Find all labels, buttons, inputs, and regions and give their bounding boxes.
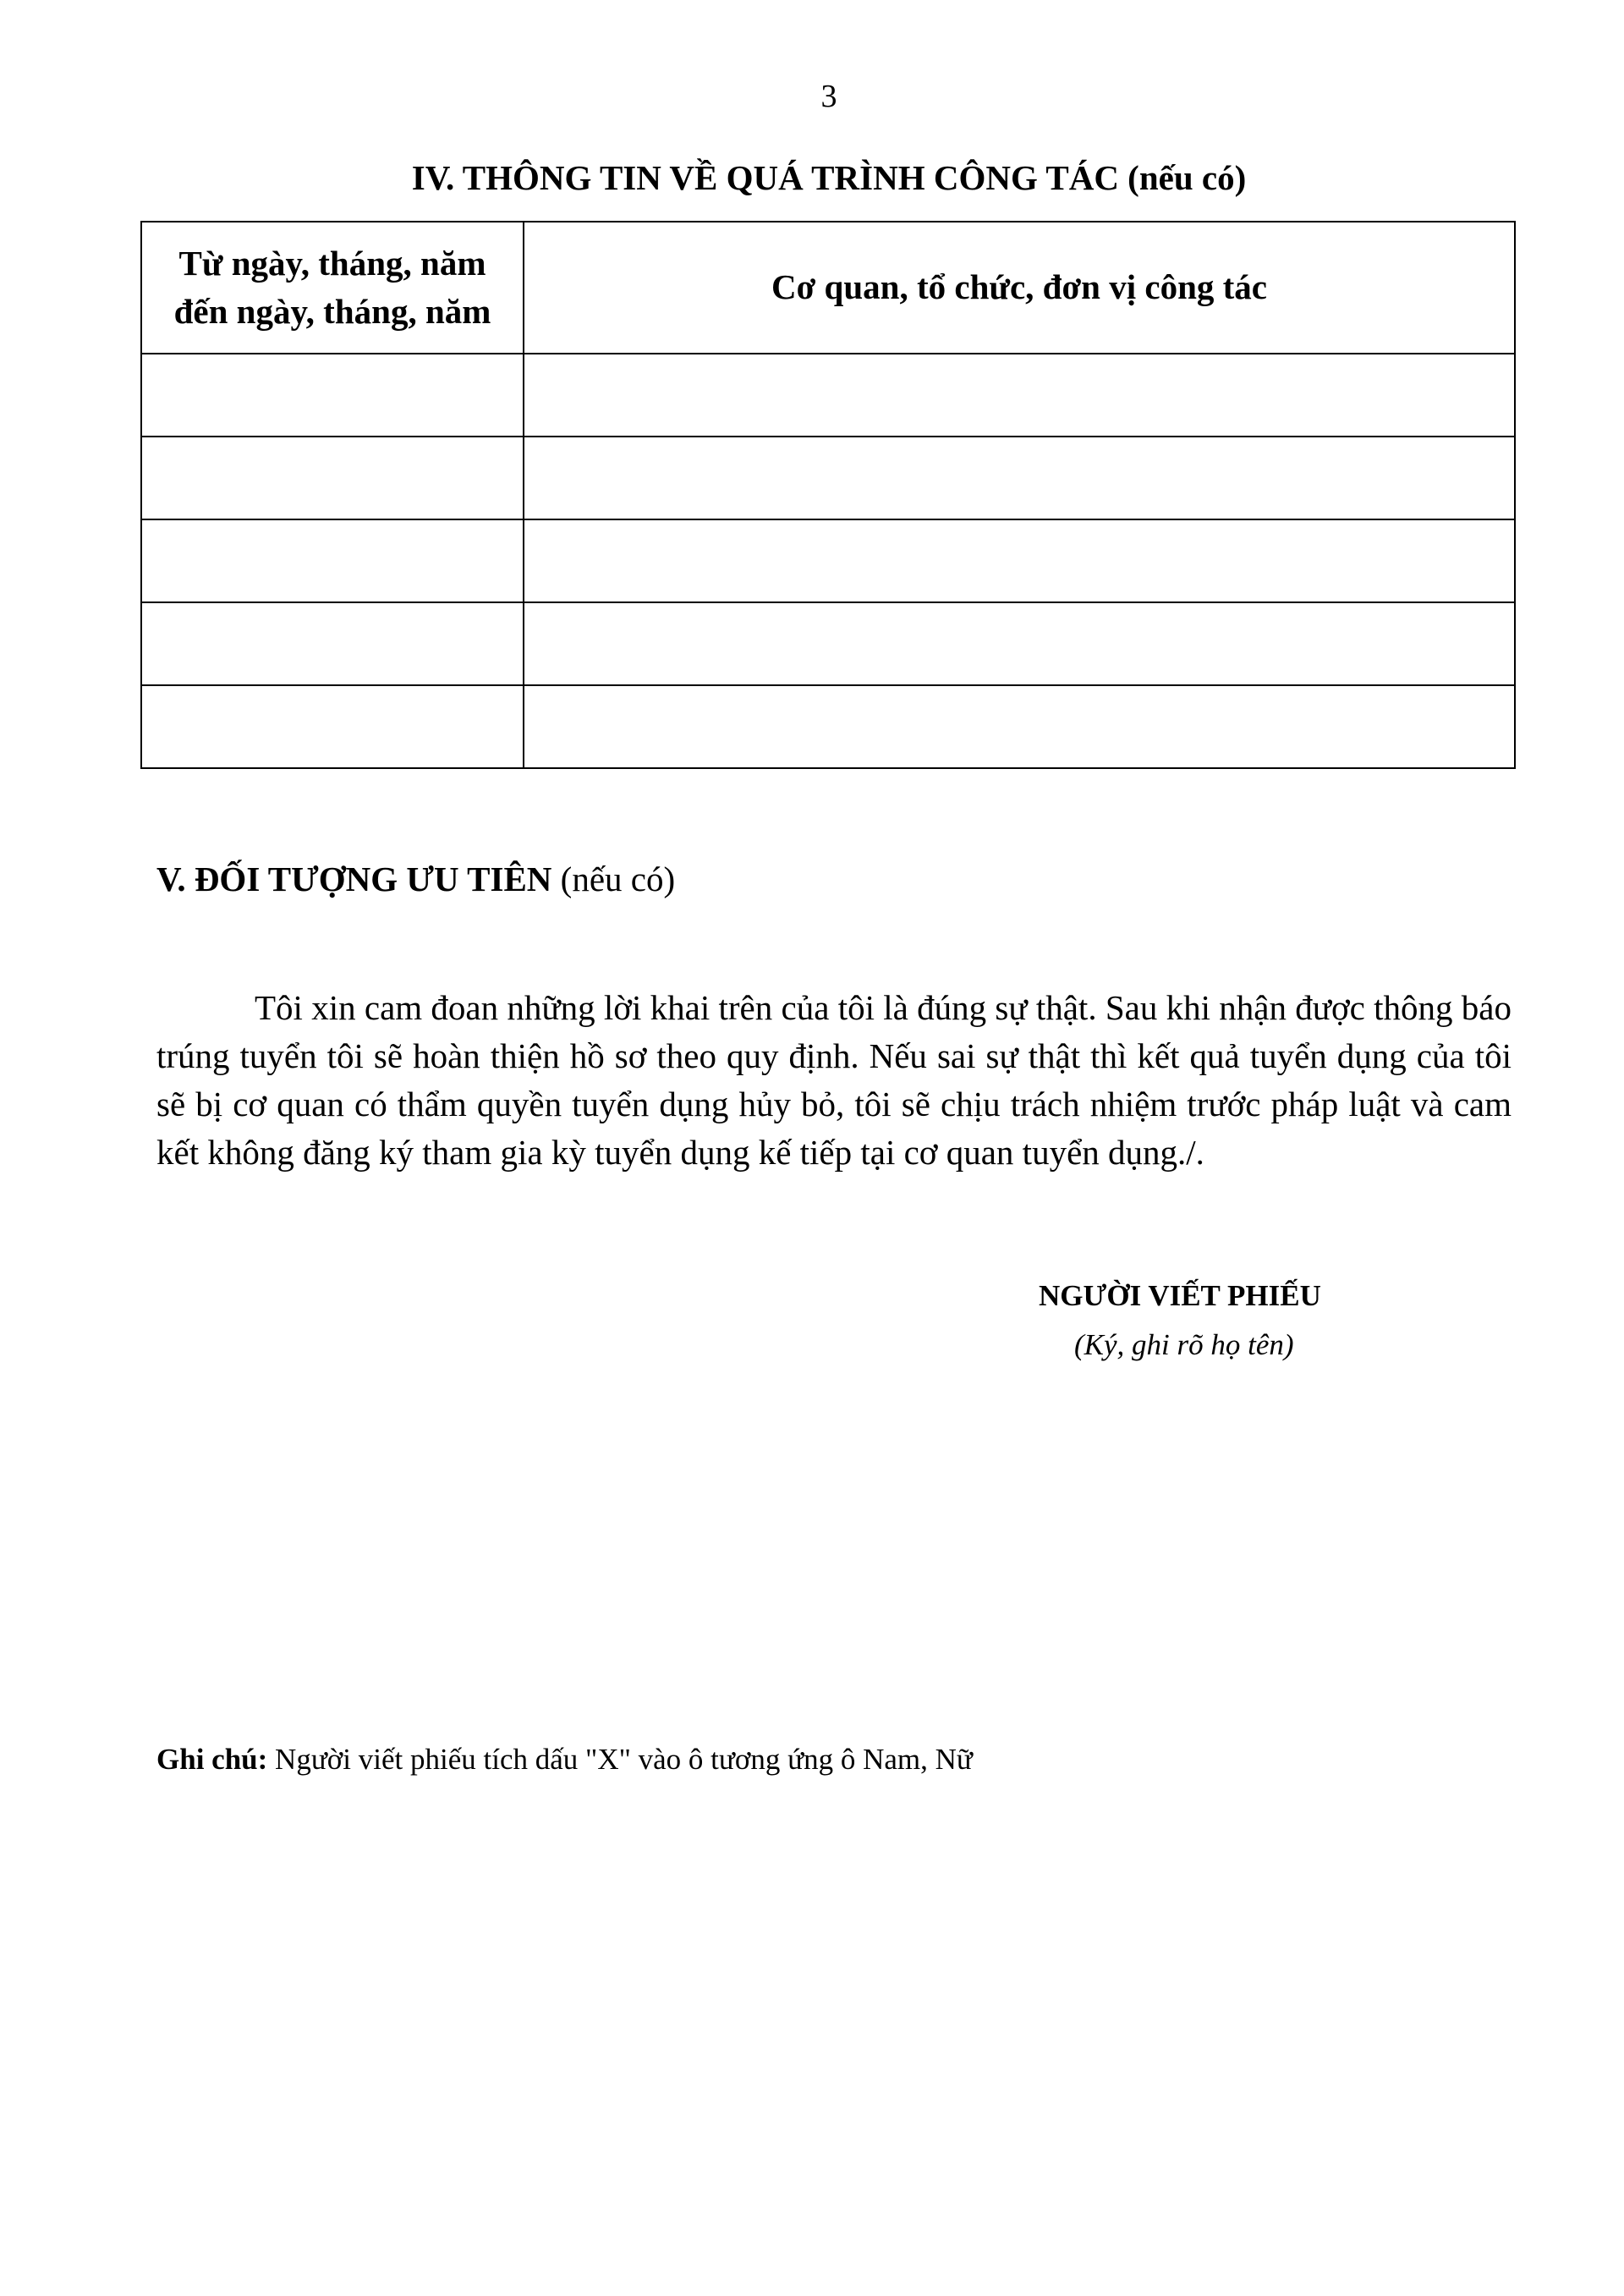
header-date-line2: đến ngày, tháng, năm <box>173 292 491 331</box>
signer-instruction: (Ký, ghi rõ họ tên) <box>1074 1328 1294 1361</box>
footnote-label: Ghi chú: <box>156 1743 268 1776</box>
page-number: 3 <box>820 79 837 114</box>
date-range-cell[interactable] <box>141 354 524 437</box>
header-organization <box>524 222 1515 354</box>
table-row <box>141 602 1515 685</box>
organization-cell[interactable] <box>524 354 1515 437</box>
organization-cell[interactable] <box>524 685 1515 768</box>
header-date-line1: Từ ngày, tháng, năm <box>178 243 486 283</box>
date-range-cell[interactable] <box>141 602 524 685</box>
declaration-paragraph: Tôi xin cam đoan những lời khai trên của tôi là đúng sự thật. Sau khi nhận được thông báo trúng tuyển tôi sẽ hoàn thiện hồ sơ theo quy định. Nếu sai sự thật thì kết quả tuyển dụng của tôi sẽ bị cơ quan có thẩm quyền tuyển dụng hủy bỏ, tôi sẽ chịu trách nhiệm trước pháp luật và cam kết không đăng ký tham gia kỳ tuyển dụng kế tiếp tại cơ quan tuyển dụng./. <box>156 988 1512 1172</box>
organization-cell[interactable] <box>524 519 1515 602</box>
table-row <box>141 519 1515 602</box>
table-row <box>141 354 1515 437</box>
table-row <box>141 437 1515 519</box>
date-range-cell[interactable] <box>141 685 524 768</box>
section-v-suffix: (nếu có) <box>551 860 676 898</box>
section-v-heading <box>156 859 675 899</box>
header-date-range <box>141 222 524 354</box>
organization-cell[interactable] <box>524 437 1515 519</box>
work-history-table <box>140 221 1516 769</box>
footnote <box>156 1743 973 1777</box>
date-range-cell[interactable] <box>141 437 524 519</box>
footnote-text: Người viết phiếu tích dấu "X" vào ô tương ứng ô Nam, Nữ <box>267 1743 973 1776</box>
header-organization-label: Cơ quan, tổ chức, đơn vị công tác <box>771 267 1267 307</box>
table-header-row <box>141 222 1515 354</box>
date-range-cell[interactable] <box>141 519 524 602</box>
organization-cell[interactable] <box>524 602 1515 685</box>
table-row <box>141 685 1515 768</box>
section-iv-heading: IV. THÔNG TIN VỀ QUÁ TRÌNH CÔNG TÁC (nếu có) <box>411 158 1247 197</box>
signer-title: NGƯỜI VIẾT PHIẾU <box>1039 1279 1321 1312</box>
section-v-title: V. ĐỐI TƯỢNG ƯU TIÊN <box>156 860 552 898</box>
